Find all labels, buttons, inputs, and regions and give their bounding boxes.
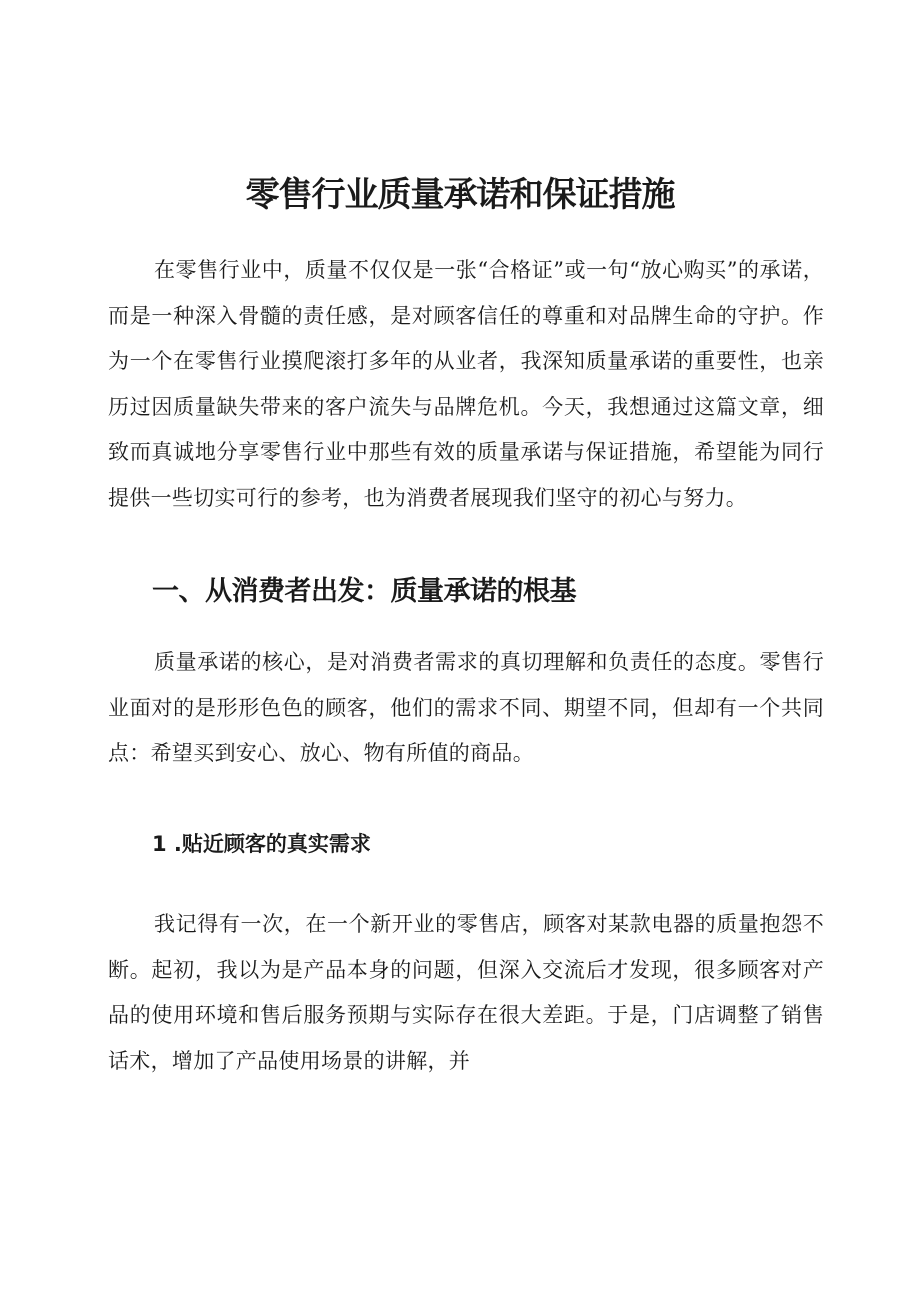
section-heading: 一、从消费者出发：质量承诺的根基 xyxy=(152,576,576,607)
section-paragraph: 质量承诺的核心，是对消费者需求的真切理解和负责任的态度。零售行业面对的是形形色色的顾客，他们的需求不同、期望不同，但却有一个共同点：希望买到安心、放心、物有所值的商品。 xyxy=(108,650,824,765)
subsection-heading: 1 .贴近顾客的真实需求 xyxy=(152,832,371,856)
subsection-paragraph: 我记得有一次，在一个新开业的零售店，顾客对某款电器的质量抱怨不断。起初，我以为是产品本身的问题，但深入交流后才发现，很多顾客对产品的使用环境和售后服务预期与实际存在很大差距。于是，门店调整了销售话术，增加了产品使用场景的讲解，并 xyxy=(108,912,824,1073)
document-title: 零售行业质量承诺和保证措施 xyxy=(245,175,675,215)
intro-paragraph: 在零售行业中，质量不仅仅是一张“合格证”或一句“放心购买”的承诺，而是一种深入骨髓的责任感，是对顾客信任的尊重和对品牌生命的守护。作为一个在零售行业摸爬滚打多年的从业者，我深知质量承诺的重要性，也亲历过因质量缺失带来的客户流失与品牌危机。今天，我想通过这篇文章，细致而真诚地分享零售行业中那些有效的质量承诺与保证措施，希望能为同行提供一些切实可行的参考，也为消费者展现我们坚守的初心与努力。 xyxy=(108,258,824,510)
